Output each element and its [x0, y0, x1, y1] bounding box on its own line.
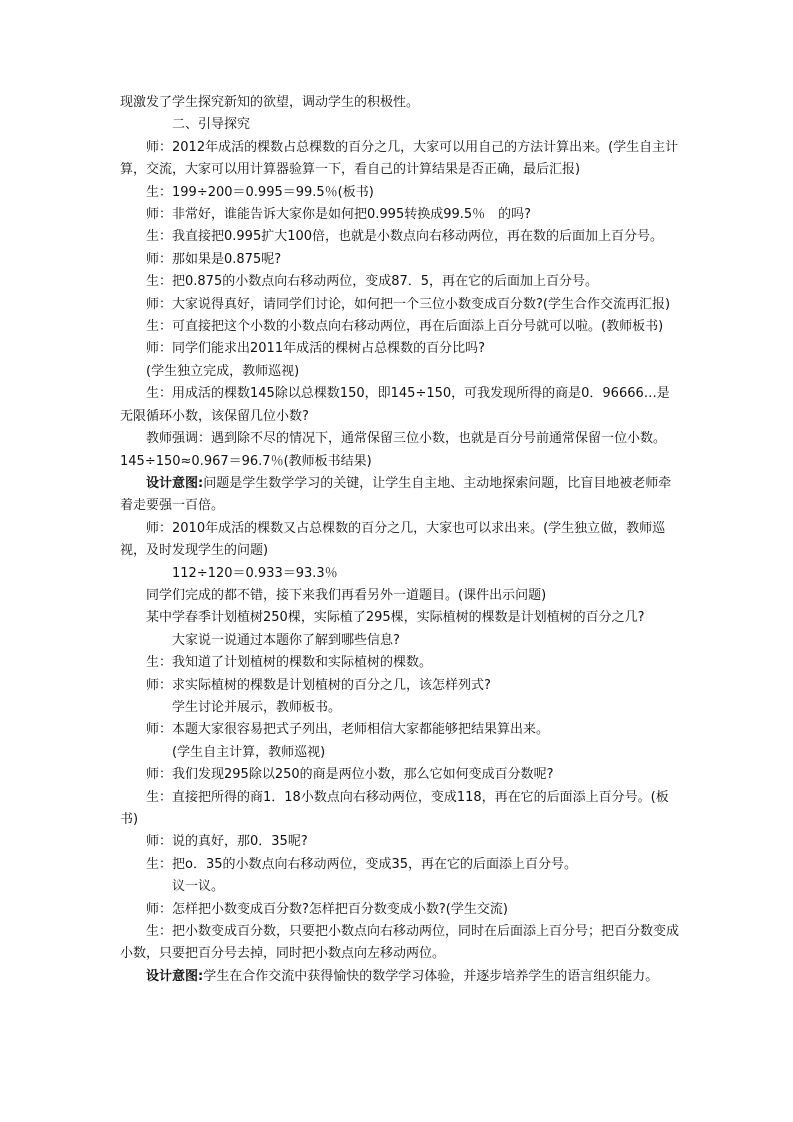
paragraph: 大家说一说通过本题你了解到哪些信息?	[172, 632, 400, 648]
paragraph: 生：直接把所得的商1．18小数点向右移动两位，变成118，再在它的后面添上百分号。(板书)	[120, 789, 669, 827]
paragraph: 师：本题大家很容易把式子列出，老师相信大家都能够把结果算出来。	[146, 722, 550, 738]
paragraph: 生：把0.875的小数点向右移动两位，变成87．5，再在它的后面加上百分号。	[146, 274, 599, 290]
equation: 112÷120＝0.933＝93.3％	[172, 565, 338, 581]
problem-statement: 某中学春季计划植树250棵，实际植了295棵，实际植树的棵数是计划植树的百分之几?	[146, 610, 645, 626]
paragraph: 生：把小数变成百分数，只要把小数点向右移动两位，同时在后面添上百分号；把百分数变成小数，只要把百分号去掉，同时把小数点向左移动两位。	[120, 924, 680, 962]
paragraph: 师：大家说得真好，请同学们讨论，如何把一个三位小数变成百分数?(学生合作交流再汇报)	[146, 296, 671, 312]
paragraph: 议一议。	[172, 879, 225, 895]
paragraph: 生：我直接把0.995扩大100倍，也就是小数点向右移动两位，再在数的后面加上百分号。	[146, 229, 664, 245]
section-heading: 二、引导探究	[172, 117, 251, 133]
paragraph: 生：把o．35的小数点向右移动两位，变成35，再在它的后面添上百分号。	[146, 856, 578, 872]
paragraph: 生：199÷200＝0.995＝99.5％(板书)	[146, 184, 374, 200]
paragraph: 生：用成活的棵数145除以总棵数150，即145÷150，可我发现所得的商是0．96666…是无限循环小数，该保留几位小数?	[120, 386, 670, 424]
design-intent-label: 设计意图:	[146, 475, 204, 491]
paragraph: (学生独立完成，教师巡视)	[146, 363, 300, 379]
paragraph: 学生讨论并展示，教师板书。	[172, 699, 342, 715]
paragraph: 师：2010年成活的棵数又占总棵数的百分之几，大家也可以求出来。(学生独立做，教师巡视，及时发现学生的问题)	[120, 520, 666, 559]
paragraph: 师：我们发现295除以250的商是两位小数，那么它如何变成百分数呢?	[146, 767, 554, 783]
lesson-plan-text	[120, 92, 680, 988]
paragraph: 师：说的真好，那0．35呢?	[146, 834, 308, 850]
design-intent-paragraph	[120, 473, 680, 518]
paragraph: (学生自主计算，教师巡视)	[172, 744, 326, 760]
design-intent-paragraph	[120, 966, 680, 988]
paragraph: 教师强调：遇到除不尽的情况下，通常保留三位小数，也就是百分号前通常保留一位小数。145÷150≈0.967＝96.7％(教师板书结果)	[120, 431, 667, 469]
paragraph: 师：怎样把小数变成百分数?怎样把百分数变成小数?(学生交流)	[146, 901, 508, 917]
paragraph: 生：我知道了计划植树的棵数和实际植树的棵数。	[146, 655, 433, 671]
paragraph: 同学们完成的都不错，接下来我们再看另外一道题目。(课件出示问题)	[146, 587, 547, 603]
paragraph: 师：非常好，谁能告诉大家你是如何把0.995转换成99.5％ 的吗?	[146, 207, 532, 223]
paragraph: 生：可直接把这个小数的小数点向右移动两位，再在后面添上百分号就可以啦。(教师板书)	[146, 319, 664, 335]
paragraph: 师：2012年成活的棵数占总棵数的百分之几，大家可以用自己的方法计算出来。(学生自主计算，交流，大家可以用计算器验算一下，看自己的计算结果是否正确，最后汇报)	[120, 139, 679, 178]
paragraph: 师：求实际植树的棵数是计划植树的百分之几，该怎样列式?	[146, 677, 491, 693]
paragraph: 师：那如果是0.875呢?	[146, 251, 282, 267]
paragraph: 现激发了学生探究新知的欲望，调动学生的积极性。	[120, 95, 420, 110]
design-intent-label: 设计意图:	[146, 968, 204, 984]
paragraph: 师：同学们能求出2011年成活的棵树占总棵数的百分比吗?	[146, 341, 485, 357]
design-intent-text: 问题是学生数学学习的关键，让学生自主地、主动地探索问题，比盲目地被老师牵着走要强一百倍。	[120, 475, 672, 514]
design-intent-text: 学生在合作交流中获得愉快的数学学习体验，并逐步培养学生的语言组织能力。	[203, 968, 659, 984]
